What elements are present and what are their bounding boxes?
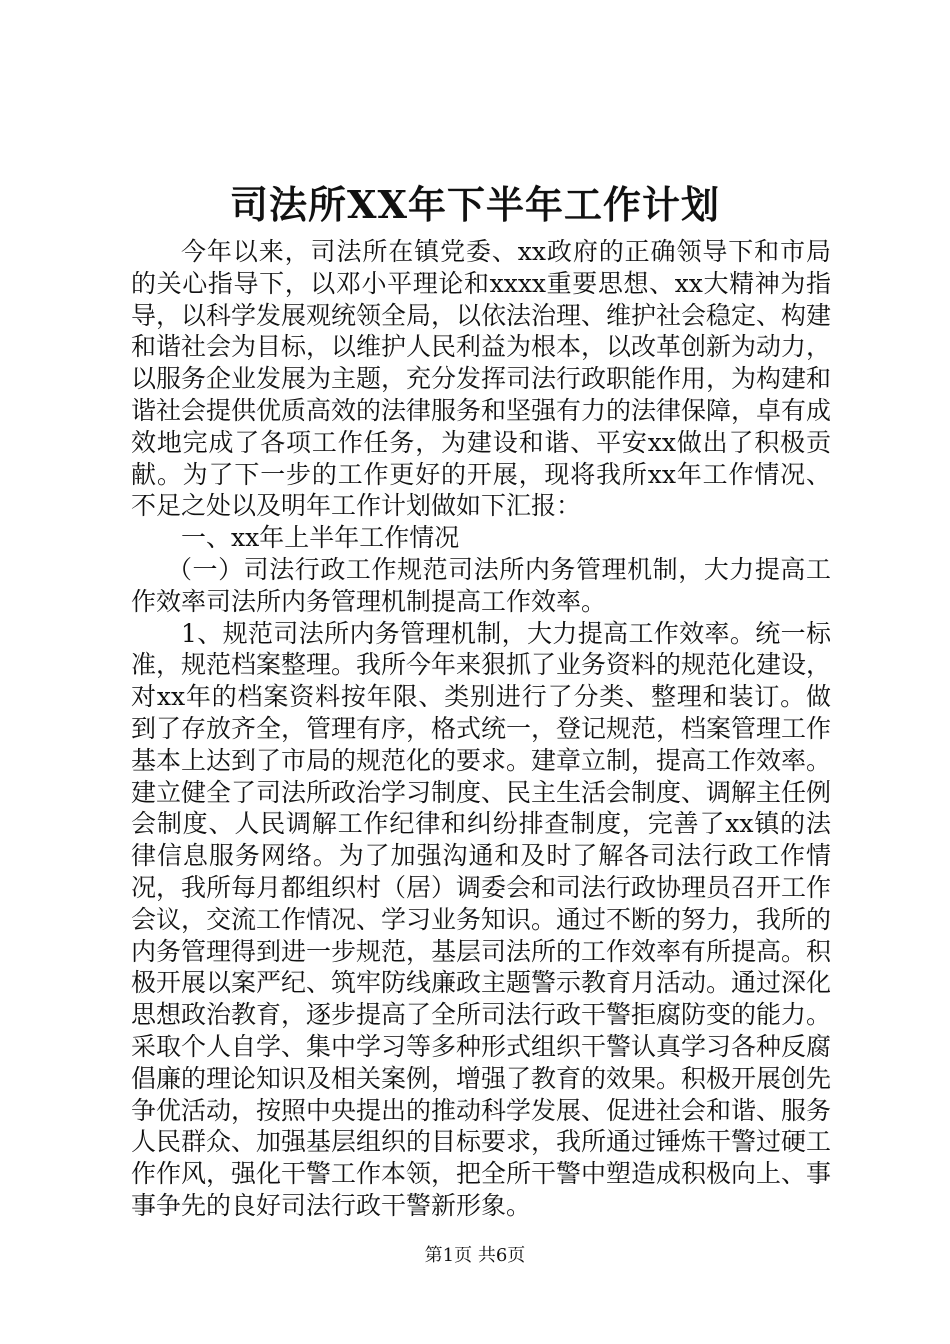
- subsection-heading: （一）司法行政工作规范司法所内务管理机制，大力提高工作效率司法所内务管理机制提高工作效率。: [131, 554, 831, 616]
- body-paragraph: 1、规范司法所内务管理机制，大力提高工作效率。统一标准，规范档案整理。我所今年来狠抓了业务资料的规范化建设，对xx年的档案资料按年限、类别进行了分类、整理和装订。做到了存放齐全，管理有序，格式统一，登记规范，档案管理工作基本上达到了市局的规范化的要求。建章立制，提高工作效率。建立健全了司法所政治学习制度、民主生活会制度、调解主任例会制度、人民调解工作纪律和纠纷排查制度，完善了xx镇的法律信息服务网络。为了加强沟通和及时了解各司法行政工作情况，我所每月都组织村（居）调委会和司法行政协理员召开工作会议，交流工作情况、学习业务知识。通过不断的努力，我所的内务管理得到进一步规范，基层司法所的工作效率有所提高。积极开展以案严纪、筑牢防线廉政主题警示教育月活动。通过深化思想政治教育，逐步提高了全所司法行政干警拒腐防变的能力。采取个人自学、集中学习等多种形式组织干警认真学习各种反腐倡廉的理论知识及相关案例，增强了教育的效果。积极开展创先争优活动，按照中央提出的推动科学发展、促进社会和谐、服务人民群众、加强基层组织的目标要求，我所通过锤炼干警过硬工作作风，强化干警工作本领，把全所干警中塑造成积极向上、事事争先的良好司法行政干警新形象。: [131, 618, 832, 1220]
- section-heading: 一、xx年上半年工作情况: [181, 523, 460, 553]
- document-title: 司法所XX年下半年工作计划: [230, 182, 720, 227]
- intro-paragraph: 今年以来，司法所在镇党委、xx政府的正确领导下和市局的关心指导下，以邓小平理论和xxxx重要思想、xx大精神为指导，以科学发展观统领全局，以依法治理、维护社会稳定、构建和谐社会为目标，以维护人民利益为根本，以改革创新为动力，以服务企业发展为主题，充分发挥司法行政职能作用，为构建和谐社会提供优质高效的法律服务和坚强有力的法律保障，卓有成效地完成了各项工作任务，为建设和谐、平安xx做出了积极贡献。为了下一步的工作更好的开展，现将我所xx年工作情况、不足之处以及明年工作计划做如下汇报：: [131, 237, 832, 521]
- document-body: [131, 236, 831, 1222]
- page-footer: 第1页 共6页: [424, 1245, 526, 1266]
